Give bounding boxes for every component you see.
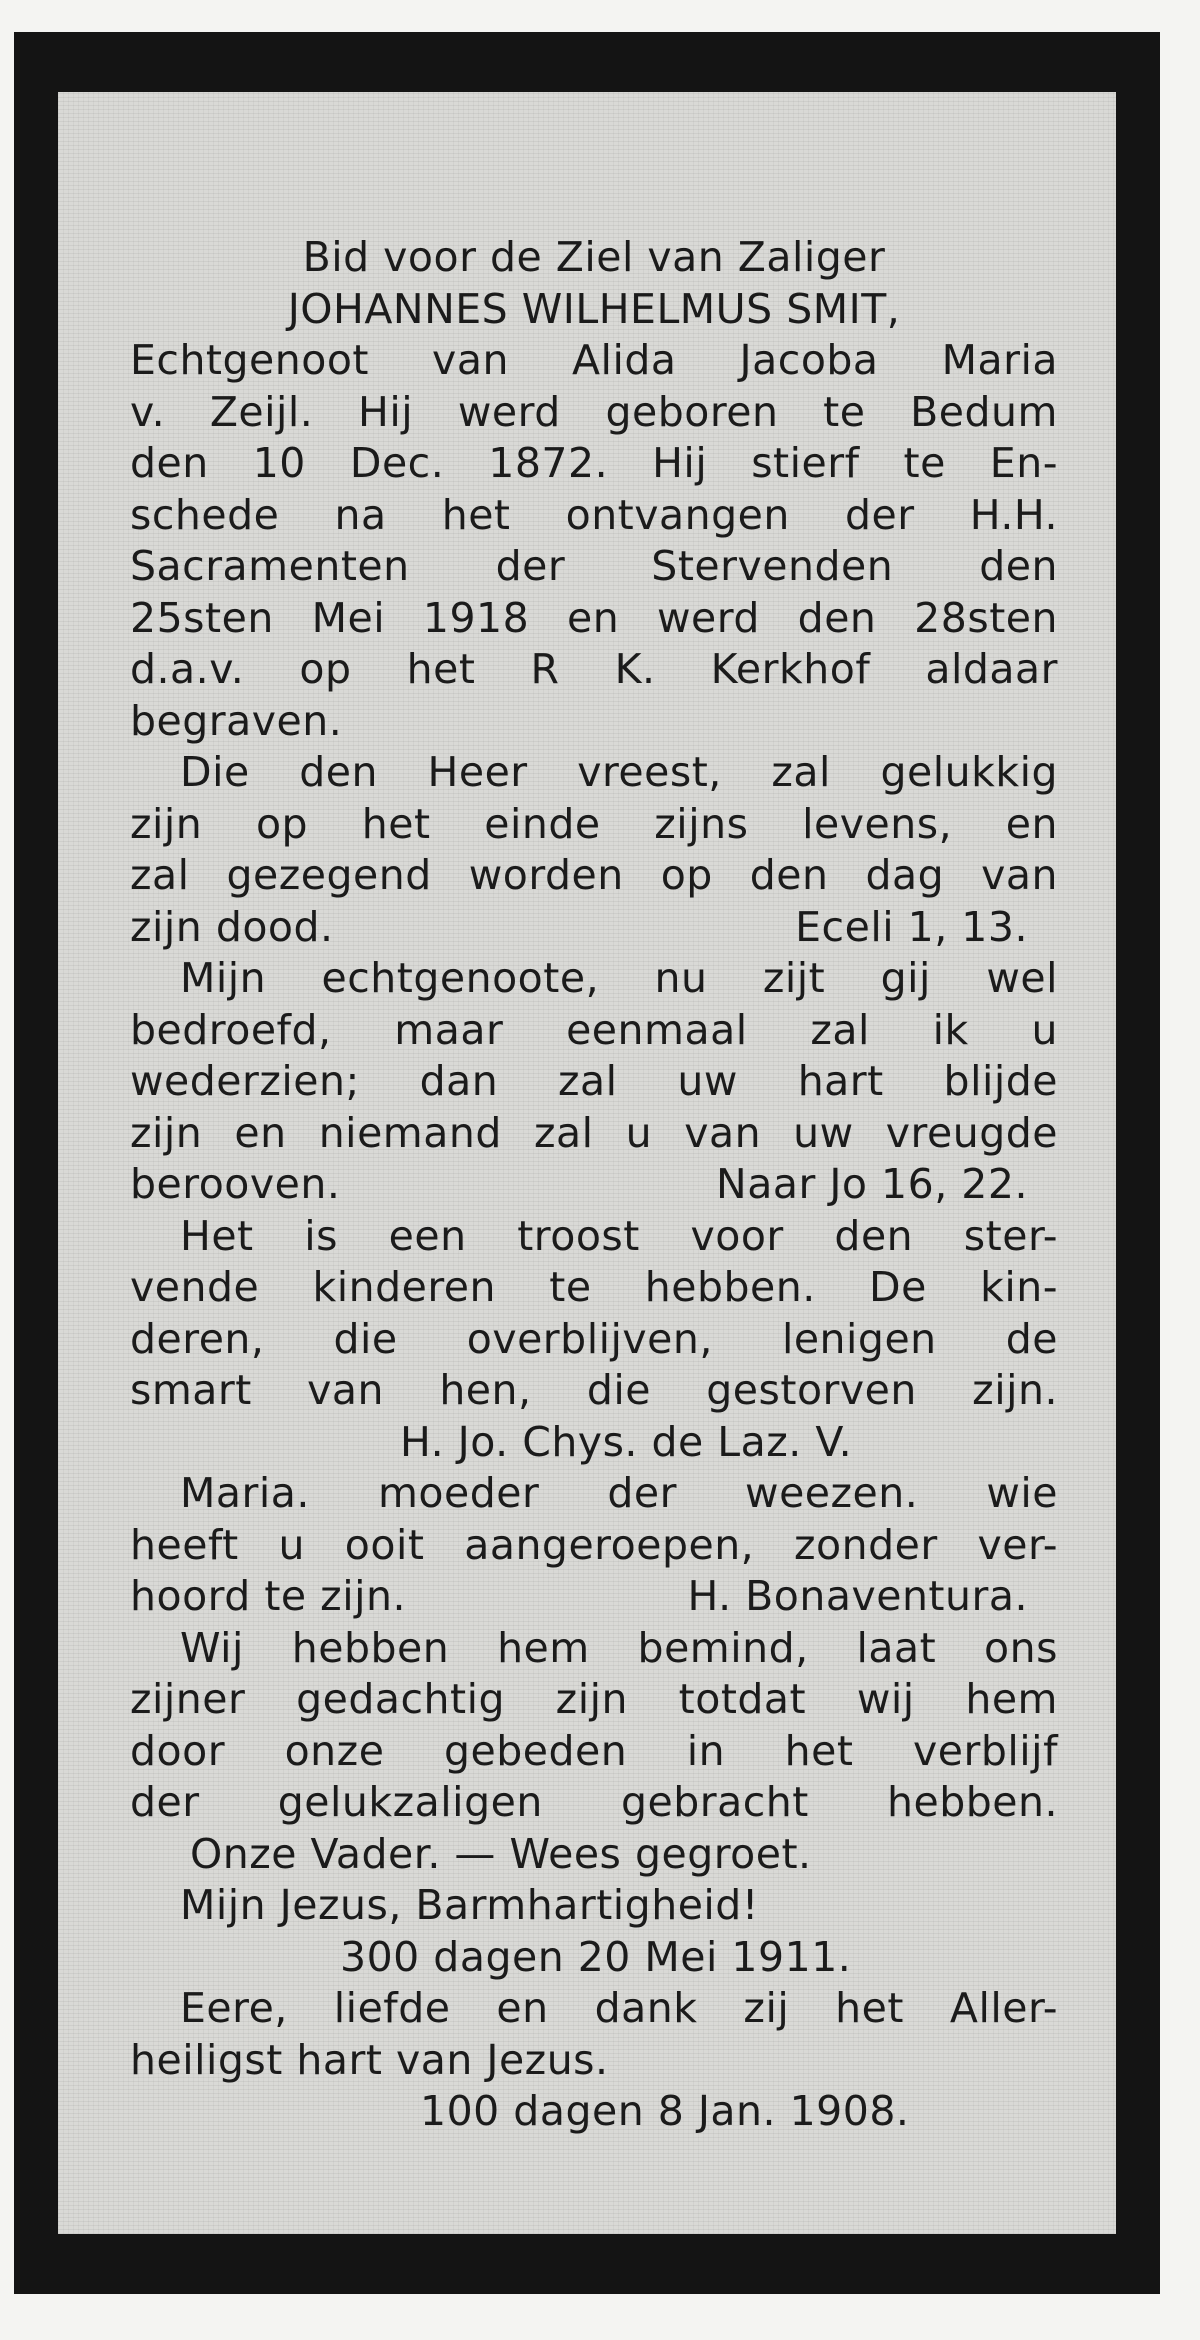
verse-line: zijn en niemand zal u van uw vreugde [130, 1108, 1058, 1157]
verse-line: bedroefd, maar eenmaal zal ik u [130, 1005, 1058, 1054]
verse-line: Mijn echtgenoote, nu zijt gij wel [180, 954, 1058, 1002]
verse-1 [130, 747, 1058, 953]
biography [130, 335, 1058, 747]
verse-line: Die den Heer vreest, zal gelukkig [180, 748, 1058, 796]
black-mourning-border [14, 32, 1160, 2294]
verse-line: Wij hebben hem bemind, laat ons [180, 1623, 1058, 1672]
invocation-text: Mijn Jezus, Barmhartigheid! [180, 1881, 759, 1929]
verse-text: berooven. [130, 1160, 341, 1208]
verse-text: hoord te zijn. [130, 1572, 407, 1620]
invocation-text: heiligst hart van Jezus. [130, 2035, 609, 2084]
verse-5 [130, 1623, 1058, 1829]
verse-line: smart van hen, die gestorven zijn. [130, 1366, 1058, 1414]
verse-source: H. Bonaventura. [687, 1572, 1028, 1620]
biography-line: begraven. [130, 696, 343, 745]
memorial-text [130, 232, 1058, 2138]
verse-line: wederzien; dan zal uw hart blijde [130, 1057, 1058, 1105]
verse-line: zijner gedachtig zijn totdat wij hem [130, 1675, 1058, 1723]
biography-line: v. Zeijl. Hij werd geboren te Bedum [130, 387, 1058, 436]
biography-line: den 10 Dec. 1872. Hij stierf te En- [130, 439, 1058, 487]
verse-source: Eceli 1, 13. [795, 902, 1028, 951]
verse-line: deren, die overblijven, lenigen de [130, 1314, 1058, 1363]
verse-line: Maria. moeder der weezen. wie [180, 1469, 1058, 1517]
card-header: Bid voor de Ziel van Zaliger [302, 233, 886, 281]
indulgence-note: 100 dagen 8 Jan. 1908. [420, 2087, 910, 2135]
deceased-name: JOHANNES WILHELMUS SMIT, [287, 284, 901, 333]
verse-last-line [130, 1571, 1058, 1623]
verse-line: door onze gebeden in het verblijf [130, 1726, 1058, 1775]
memorial-card [58, 92, 1116, 2234]
biography-line: Echtgenoot van Alida Jacoba Maria [130, 336, 1058, 384]
biography-line: d.a.v. op het R K. Kerkhof aldaar [130, 645, 1058, 693]
biography-line: schede na het ontvangen der H.H. [130, 490, 1058, 539]
verse-line: zijn op het einde zijns levens, en [130, 799, 1058, 848]
biography-line: Sacramenten der Stervenden den [130, 542, 1058, 590]
verse-line: Het is een troost voor den ster- [180, 1211, 1058, 1260]
verse-last-line [130, 902, 1058, 954]
verse-2 [130, 953, 1058, 1211]
verse-4 [130, 1468, 1058, 1623]
invocation-2 [130, 1983, 1058, 2138]
verse-3 [130, 1211, 1058, 1469]
verse-text: zijn dood. [130, 902, 334, 951]
verse-source: Naar Jo 16, 22. [716, 1160, 1028, 1208]
invocation-1 [130, 1880, 1058, 1983]
verse-line: heeft u ooit aangeroepen, zonder ver- [130, 1520, 1058, 1569]
verse-line: vende kinderen te hebben. De kin- [130, 1263, 1058, 1311]
invocation-text: Eere, liefde en dank zij het Aller- [180, 1984, 1058, 2032]
biography-line: 25sten Mei 1918 en werd den 28sten [130, 593, 1058, 642]
prayer-line: Onze Vader. — Wees gegroet. [190, 1829, 812, 1878]
verse-line: zal gezegend worden op den dag van [130, 851, 1058, 899]
indulgence-note: 300 dagen 20 Mei 1911. [340, 1932, 852, 1981]
verse-source: H. Jo. Chys. de Laz. V. [400, 1417, 853, 1466]
verse-line: der gelukzaligen gebracht hebben. [130, 1778, 1058, 1826]
verse-last-line [130, 1159, 1058, 1211]
